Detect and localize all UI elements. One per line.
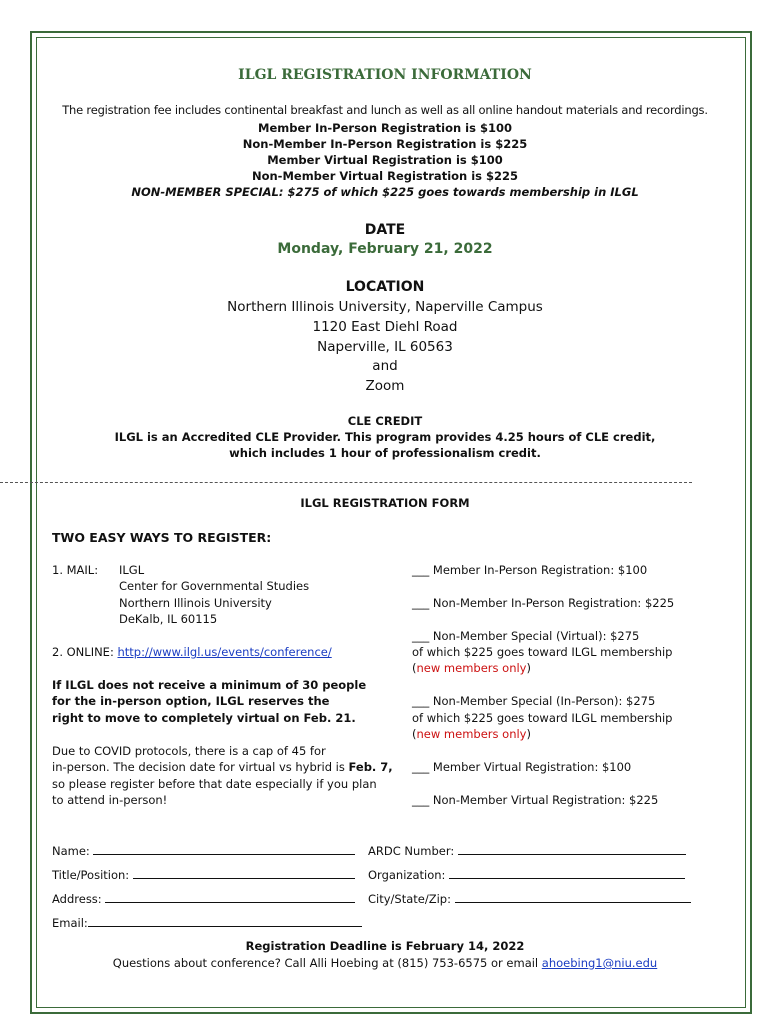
fee-special: NON-MEMBER SPECIAL: $275 of which $225 goes towards membership in ILGL: [131, 185, 639, 199]
virtual-notice: right to move to completely virtual on Feb. 21.: [52, 711, 356, 725]
fee-member-in-person: Member In-Person Registration is $100: [258, 121, 512, 135]
cle-heading: CLE CREDIT: [347, 414, 423, 428]
location-heading: LOCATION: [345, 279, 425, 295]
option-special-sub: of which $225 goes toward ILGL membership: [412, 645, 673, 659]
covid-text: so please register before that date especially if you plan: [52, 777, 377, 791]
mail-line: ILGL: [119, 563, 145, 577]
option-member-in-person[interactable]: ___ Member In-Person Registration: $100: [412, 563, 648, 577]
date-heading: DATE: [364, 222, 406, 238]
deadline: Registration Deadline is February 14, 2022: [245, 939, 525, 953]
option-special-sub: of which $225 goes toward ILGL membership: [412, 711, 673, 725]
fee-nonmember-virtual: Non-Member Virtual Registration is $225: [251, 169, 519, 183]
date-value: Monday, February 21, 2022: [277, 241, 493, 257]
covid-text: in-person. The decision date for virtual vs hybrid is Feb. 7,: [52, 760, 393, 774]
title-field[interactable]: Title/Position:: [52, 867, 355, 882]
questions-text: Questions about conference? Call Alli Hoebing at (815) 753-6575 or email ahoebing1@niu.edu: [112, 956, 658, 970]
mail-label: 1. MAIL:: [52, 563, 99, 577]
option-special-in-person[interactable]: ___ Non-Member Special (In-Person): $275: [412, 694, 656, 708]
address-field[interactable]: Address:: [52, 891, 355, 906]
location-line: Zoom: [365, 378, 405, 394]
form-heading: ILGL REGISTRATION FORM: [300, 496, 470, 510]
register-ways-heading: TWO EASY WAYS TO REGISTER:: [52, 530, 272, 545]
city-field[interactable]: City/State/Zip:: [368, 891, 691, 906]
mail-line: Center for Governmental Studies: [119, 579, 310, 593]
name-field[interactable]: Name:: [52, 843, 355, 858]
covid-text: Due to COVID protocols, there is a cap of 45 for: [52, 744, 326, 758]
cle-line-1: ILGL is an Accredited CLE Provider. This program provides 4.25 hours of CLE credit,: [114, 430, 656, 444]
page-title: ILGL REGISTRATION INFORMATION: [238, 67, 532, 83]
ardc-field[interactable]: ARDC Number:: [368, 843, 686, 858]
virtual-notice: If ILGL does not receive a minimum of 30 people: [52, 678, 367, 692]
online-row: [52, 645, 332, 659]
fee-nonmember-in-person: Non-Member In-Person Registration is $225: [242, 137, 528, 151]
location-line: Naperville, IL 60563: [317, 339, 453, 355]
online-registration-link[interactable]: http://www.ilgl.us/events/conference/: [117, 645, 332, 659]
mail-line: Northern Illinois University: [119, 596, 272, 610]
location-line: Northern Illinois University, Naperville Campus: [227, 299, 543, 315]
organization-field[interactable]: Organization:: [368, 867, 685, 882]
fee-member-virtual: Member Virtual Registration is $100: [267, 153, 503, 167]
location-line: and: [372, 358, 398, 374]
mail-line: DeKalb, IL 60115: [119, 612, 218, 626]
option-special-virtual[interactable]: ___ Non-Member Special (Virtual): $275: [412, 629, 640, 643]
email-field[interactable]: Email:: [52, 915, 362, 930]
option-nonmember-in-person[interactable]: ___ Non-Member In-Person Registration: $225: [412, 596, 675, 610]
location-line: 1120 East Diehl Road: [312, 319, 458, 335]
contact-email-link[interactable]: ahoebing1@niu.edu: [541, 956, 658, 970]
virtual-notice: for the in-person option, ILGL reserves the: [52, 694, 330, 708]
new-members-note: (new members only): [412, 661, 531, 675]
online-label: 2. ONLINE:: [52, 645, 114, 659]
cle-line-2: which includes 1 hour of professionalism credit.: [229, 446, 541, 460]
option-nonmember-virtual[interactable]: ___ Non-Member Virtual Registration: $225: [412, 793, 659, 807]
covid-text: to attend in-person!: [52, 793, 168, 807]
new-members-note: (new members only): [412, 727, 531, 741]
intro-text: The registration fee includes continental breakfast and lunch as well as all online handout materials and recordings.: [62, 103, 708, 117]
option-member-virtual[interactable]: ___ Member Virtual Registration: $100: [412, 760, 632, 774]
cut-line-divider: [0, 482, 692, 483]
